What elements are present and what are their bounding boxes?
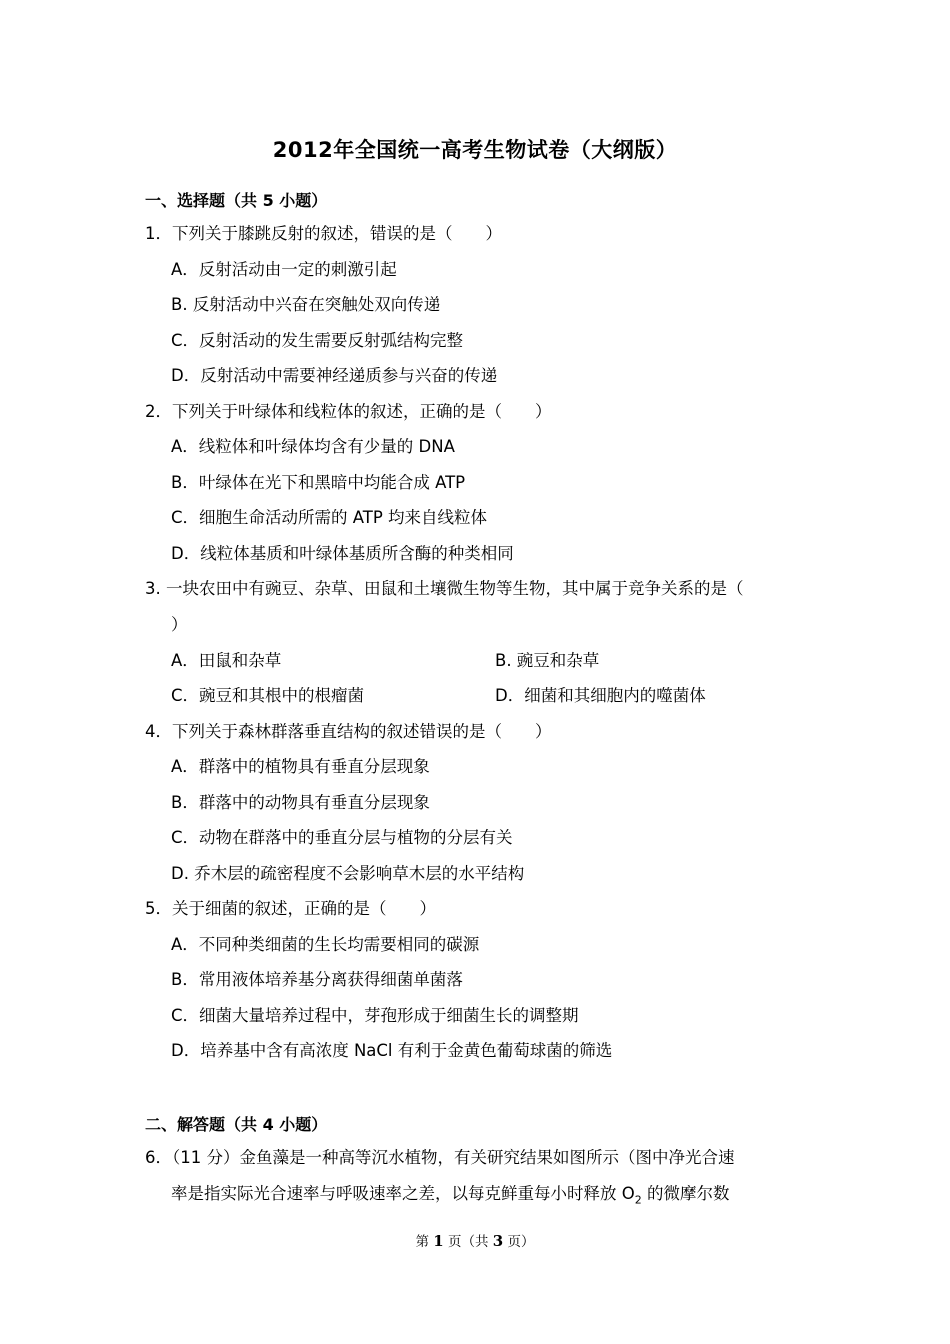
- question-3-option-c: C．豌豆和其根中的根瘤菌: [171, 686, 365, 705]
- question-1-option-a: A．反射活动由一定的刺激引起: [171, 260, 397, 279]
- footer-middle: 页（共: [443, 1234, 493, 1250]
- question-5-stem: 5．关于细菌的叙述，正确的是（ ）: [145, 899, 436, 918]
- question-2-stem: 2．下列关于叶绿体和线粒体的叙述，正确的是（ ）: [145, 402, 552, 421]
- oxygen-subscript: 2: [634, 1193, 642, 1207]
- question-3-option-a: A．田鼠和杂草: [171, 651, 282, 670]
- question-6-line-2-text: 率是指实际光合速率与呼吸速率之差，以每克鲜重每小时释放 O: [171, 1184, 635, 1203]
- question-5-option-b: B．常用液体培养基分离获得细菌单菌落: [171, 970, 463, 989]
- footer-prefix: 第: [415, 1234, 434, 1250]
- question-6-line-2-tail: 的微摩尔数: [641, 1184, 730, 1203]
- question-4-option-c: C．动物在群落中的垂直分层与植物的分层有关: [171, 828, 513, 847]
- question-3-option-b: B. 豌豆和杂草: [495, 651, 600, 670]
- page-title: 2012年全国统一高考生物试卷（大纲版）: [272, 138, 678, 162]
- question-1-option-b: B. 反射活动中兴奋在突触处双向传递: [171, 295, 441, 314]
- footer-page-number: 1: [433, 1232, 444, 1250]
- question-4-option-b: B．群落中的动物具有垂直分层现象: [171, 793, 430, 812]
- question-5-option-c: C．细菌大量培养过程中，芽孢形成于细菌生长的调整期: [171, 1006, 579, 1025]
- footer-suffix: 页）: [503, 1234, 535, 1250]
- question-3-option-d: D．细菌和其细胞内的噬菌体: [495, 686, 706, 705]
- question-3-stem: 3. 一块农田中有豌豆、杂草、田鼠和土壤微生物等生物，其中属于竞争关系的是（: [145, 579, 744, 598]
- question-1-option-c: C．反射活动的发生需要反射弧结构完整: [171, 331, 464, 350]
- question-6-line-1: 6．（11 分）金鱼藻是一种高等沉水植物，有关研究结果如图所示（图中净光合速: [145, 1148, 735, 1167]
- footer-total-pages: 3: [492, 1232, 504, 1250]
- question-2-option-a: A．线粒体和叶绿体均含有少量的 DNA: [171, 437, 455, 456]
- question-4-stem: 4．下列关于森林群落垂直结构的叙述错误的是（ ）: [145, 722, 552, 741]
- question-6-line-2: [171, 1183, 729, 1211]
- question-2-option-c: C．细胞生命活动所需的 ATP 均来自线粒体: [171, 508, 488, 527]
- page-footer: [0, 1230, 950, 1250]
- section-heading-choice: 一、选择题（共 5 小题）: [145, 191, 328, 210]
- question-1-option-d: D．反射活动中需要神经递质参与兴奋的传递: [171, 366, 498, 385]
- question-2-option-b: B．叶绿体在光下和黑暗中均能合成 ATP: [171, 473, 466, 492]
- question-4-option-d: D. 乔木层的疏密程度不会影响草木层的水平结构: [171, 864, 525, 883]
- question-5-option-a: A．不同种类细菌的生长均需要相同的碳源: [171, 935, 480, 954]
- section-heading-answer: 二、解答题（共 4 小题）: [145, 1115, 328, 1134]
- question-3-stem-continuation: ）: [171, 615, 188, 634]
- question-1-stem: 1．下列关于膝跳反射的叙述，错误的是（ ）: [145, 224, 502, 243]
- question-5-option-d: D．培养基中含有高浓度 NaCl 有利于金黄色葡萄球菌的筛选: [171, 1041, 613, 1060]
- question-4-option-a: A．群落中的植物具有垂直分层现象: [171, 757, 430, 776]
- question-2-option-d: D．线粒体基质和叶绿体基质所含酶的种类相同: [171, 544, 514, 563]
